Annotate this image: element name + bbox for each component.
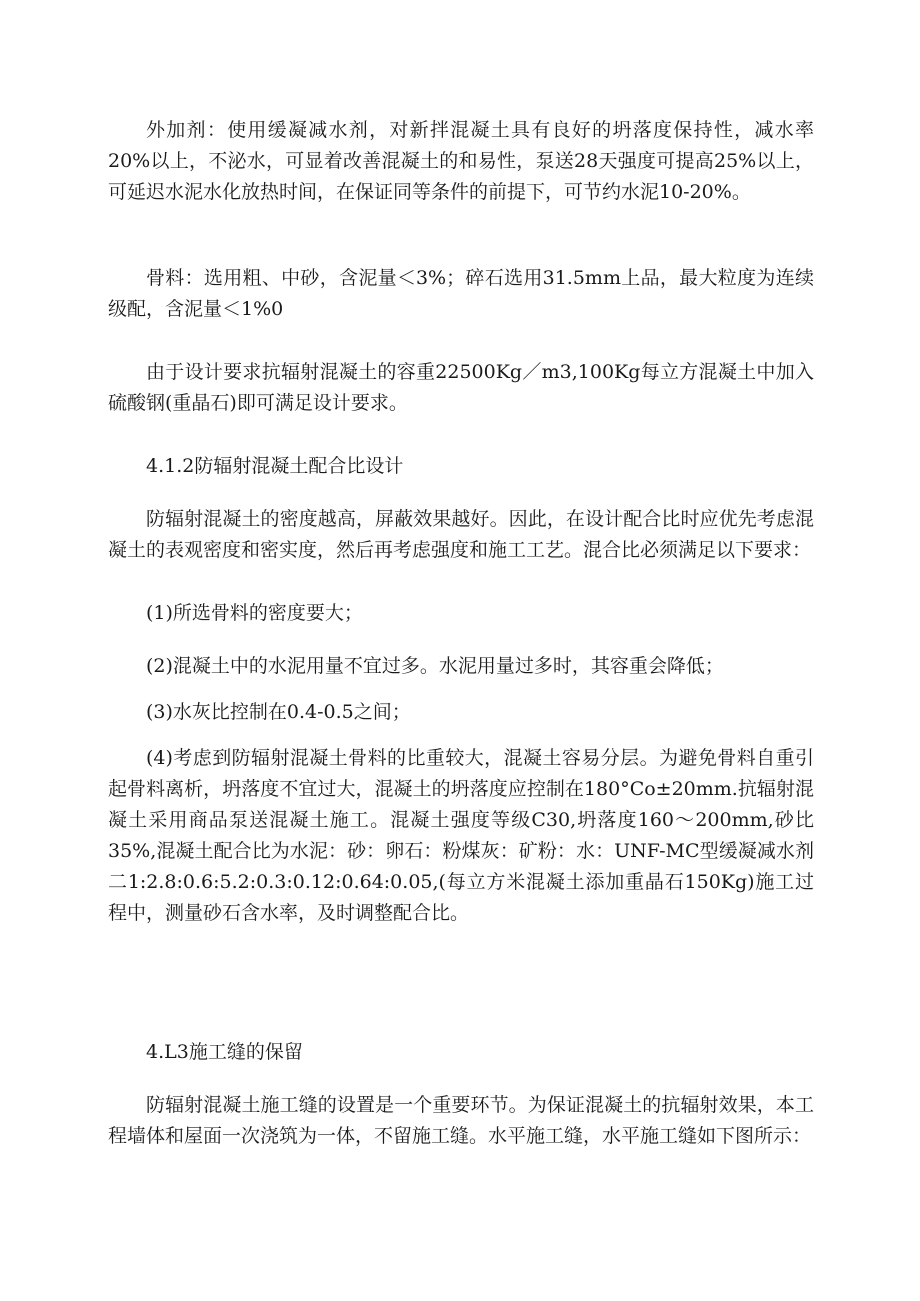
paragraph-density-requirement: 由于设计要求抗辐射混凝土的容重22500Kg／m3,100Kg每立方混凝土中加入硫酸钢(重晶石)即可满足设计要求。 <box>108 361 814 414</box>
paragraph-density-shielding: 防辐射混凝土的密度越高，屏蔽效果越好。因此，在设计配合比时应优先考虑混凝土的表观密度和密实度，然后再考虑强度和施工工艺。混合比必须满足以下要求： <box>108 508 814 561</box>
list-item-2: (2)混凝土中的水泥用量不宜过多。水泥用量过多时，其容重会降低； <box>146 655 724 677</box>
list-item-3: (3)水灰比控制在0.4-0.5之间； <box>146 701 411 723</box>
paragraph-admixture: 外加剂：使用缓凝减水剂，对新拌混凝土具有良好的坍落度保持性，减水率20%以上，不泌水，可显着改善混凝土的和易性，泵送28天强度可提高25%以上，可延迟水泥水化放热时间，在保证同等条件的前提下，可节约水泥10-20%。 <box>108 119 814 203</box>
section-heading-mix-design: 4.1.2防辐射混凝土配合比设计 <box>146 455 404 477</box>
section-heading-construction-joint: 4.L3施工缝的保留 <box>146 1041 303 1063</box>
paragraph-aggregate: 骨料：选用粗、中砂，含泥量＜3%；碎石选用31.5mm上品，最大粒度为连续级配，含泥量＜1%0 <box>108 267 814 320</box>
list-item-4: (4)考虑到防辐射混凝土骨料的比重较大，混凝土容易分层。为避免骨料自重引起骨料离析，坍落度不宜过大，混凝土的坍落度应控制在180°Co±20mm.抗辐射混凝土采用商品泵送混凝土施工。混凝土强度等级C30,坍落度160～200mm,砂比35%,混凝土配合比为水泥：砂：卵石：粉煤灰：矿粉：水：UNF-MC型缓凝减水剂二1:2.8:0.6:5.2:0.3:0.12:0.64:0.05,(每立方米混凝土添加重晶石150Kg)施工过程中，测量砂石含水率，及时调整配合比。 <box>108 747 814 924</box>
paragraph-construction-joint: 防辐射混凝土施工缝的设置是一个重要环节。为保证混凝土的抗辐射效果，本工程墙体和屋面一次浇筑为一体，不留施工缝。水平施工缝，水平施工缝如下图所示： <box>108 1094 814 1147</box>
list-item-1: (1)所选骨料的密度要大； <box>146 602 363 624</box>
